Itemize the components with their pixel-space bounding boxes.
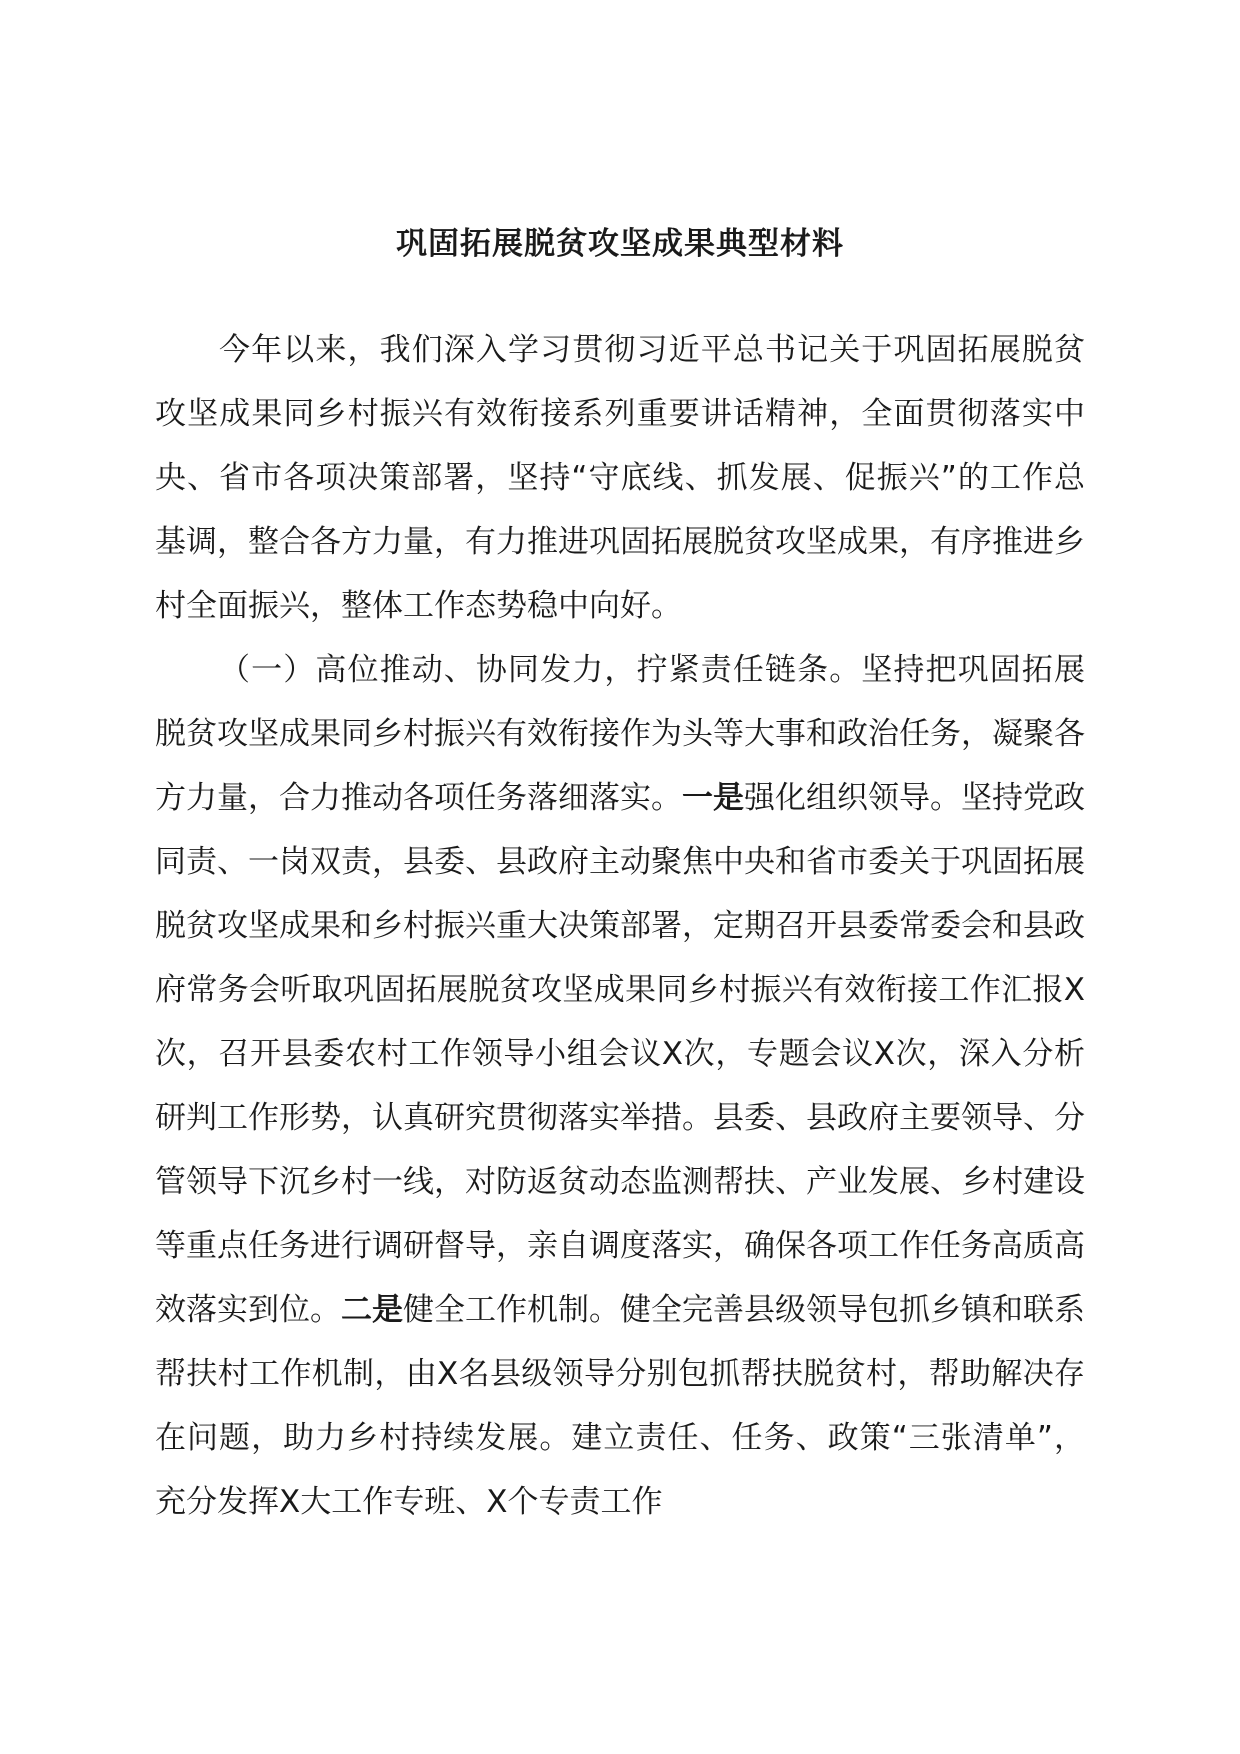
section-1-heading: （一）高位推动、协同发力，拧紧责任链条。坚持把巩固拓展脱贫攻坚成果同乡村振兴有效衔接作为头等大事和政治任务，凝聚各方力量，合力推动各项任务落细落实。 — [155, 652, 1085, 816]
point-1-text: 强化组织领导。坚持党政同责、一岗双责，县委、县政府主动聚焦中央和省市委关于巩固拓展脱贫攻坚成果和乡村振兴重大决策部署，定期召开县委常委会和县政府常务会听取巩固拓展脱贫攻坚成果同乡村振兴有效衔接工作汇报X次，召开县委农村工作领导小组会议X次，专题会议X次，深入分析研判工作形势，认真研究贯彻落实举措。县委、县政府主要领导、分管领导下沉乡村一线，对防返贫动态监测帮扶、产业发展、乡村建设等重点任务进行调研督导，亲自调度落实，确保各项工作任务高质高效落实到位。 — [155, 780, 1085, 1328]
point-2-label: 二是 — [341, 1292, 403, 1328]
point-2-text: 健全工作机制。健全完善县级领导包抓乡镇和联系帮扶村工作机制，由X名县级领导分别包抓帮扶脱贫村，帮助解决存在问题，助力乡村持续发展。建立责任、任务、政策“三张清单”，充分发挥X大工作专班、X个专责工作 — [155, 1292, 1085, 1520]
point-1-label: 一是 — [682, 780, 744, 816]
section-1-paragraph — [155, 638, 1085, 1534]
document-title: 巩固拓展脱贫攻坚成果典型材料 — [396, 226, 844, 262]
intro-paragraph: 今年以来，我们深入学习贯彻习近平总书记关于巩固拓展脱贫攻坚成果同乡村振兴有效衔接系列重要讲话精神，全面贯彻落实中央、省市各项决策部署，坚持“守底线、抓发展、促振兴”的工作总基调，整合各方力量，有力推进巩固拓展脱贫攻坚成果，有序推进乡村全面振兴，整体工作态势稳中向好。 — [155, 332, 1085, 624]
document-body — [155, 318, 1085, 1534]
